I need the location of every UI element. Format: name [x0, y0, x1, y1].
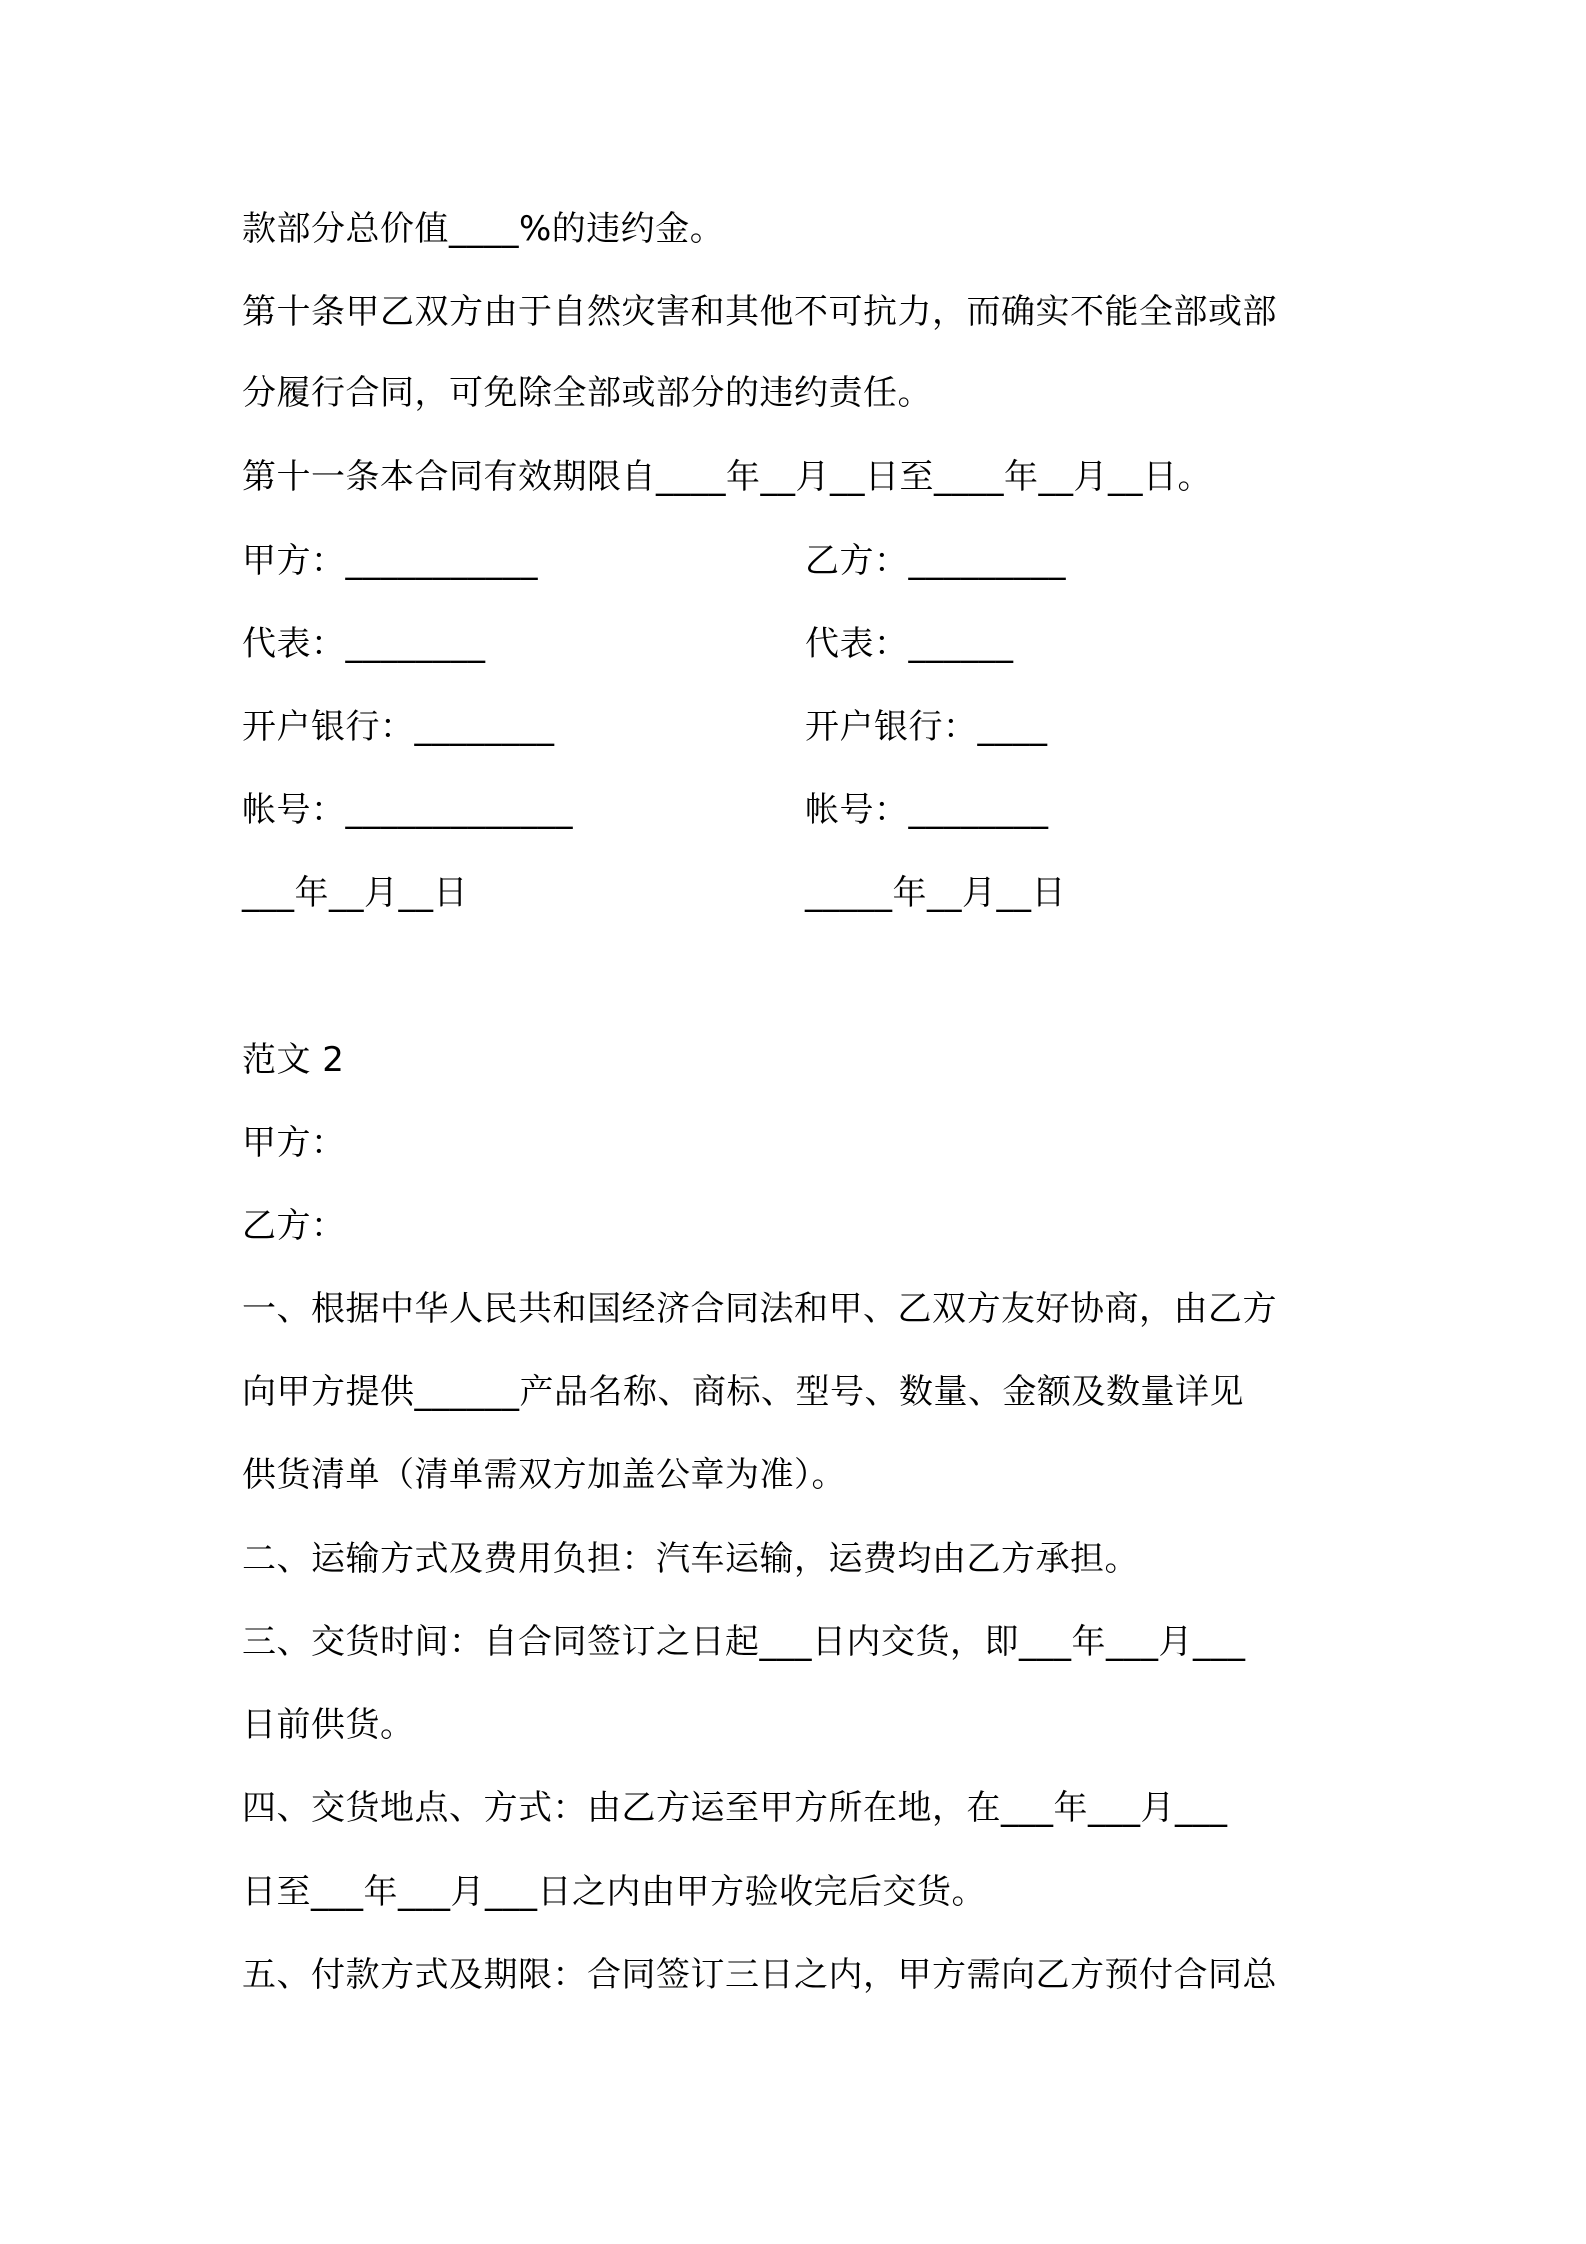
paragraph-line: 款部分总价值____%的违约金。 [242, 209, 725, 249]
section2-party-b: 乙方： [242, 1206, 346, 1246]
clause-1-line-1: 一、根据中华人民共和国经济合同法和甲、乙双方友好协商，由乙方 [242, 1289, 1277, 1329]
article-10-line-1: 第十条甲乙双方由于自然灾害和其他不可抗力，而确实不能全部或部 [242, 292, 1277, 332]
clause-1-line-3: 供货清单（清单需双方加盖公章为准）。 [242, 1455, 846, 1495]
party-b-representative: 代表：______ [805, 624, 1014, 664]
clause-2-line: 二、运输方式及费用负担：汽车运输，运费均由乙方承担。 [242, 1539, 1139, 1579]
clause-1-line-2: 向甲方提供______产品名称、商标、型号、数量、金额及数量详见 [242, 1372, 1244, 1412]
section-heading: 范文 2 [242, 1040, 345, 1080]
clause-4-line-1: 四、交货地点、方式：由乙方运至甲方所在地，在___年___月___ [242, 1788, 1228, 1828]
party-a-representative: 代表：________ [242, 624, 486, 664]
section2-party-a: 甲方： [242, 1123, 346, 1163]
article-11-line: 第十一条本合同有效期限自____年__月__日至____年__月__日。 [242, 457, 1212, 497]
party-b-field: 乙方：_________ [805, 541, 1066, 581]
party-a-field: 甲方：___________ [242, 541, 538, 581]
party-b-date: _____年__月__日 [805, 873, 1066, 913]
party-a-bank: 开户银行：________ [242, 707, 555, 747]
clause-5-line-1: 五、付款方式及期限：合同签订三日之内，甲方需向乙方预付合同总 [242, 1955, 1277, 1995]
clause-4-line-2: 日至___年___月___日之内由甲方验收完后交货。 [242, 1872, 986, 1912]
clause-3-line-1: 三、交货时间：自合同签订之日起___日内交货，即___年___月___ [242, 1622, 1246, 1662]
party-a-account: 帐号：_____________ [242, 790, 573, 830]
party-b-account: 帐号：________ [805, 790, 1049, 830]
clause-3-line-2: 日前供货。 [242, 1705, 415, 1745]
party-b-bank: 开户银行：____ [805, 707, 1048, 747]
article-10-line-2: 分履行合同，可免除全部或部分的违约责任。 [242, 373, 932, 413]
party-a-date: ___年__月__日 [242, 873, 468, 913]
